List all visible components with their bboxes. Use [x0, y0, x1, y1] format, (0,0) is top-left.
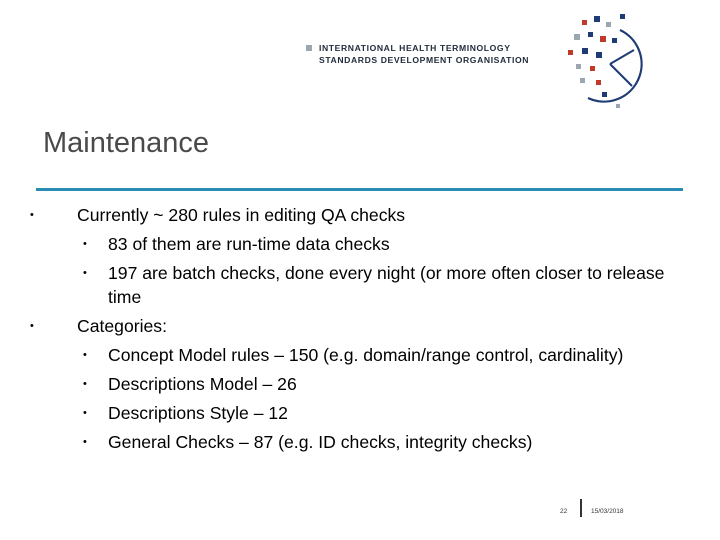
sub-bullet-text: Descriptions Style – 12: [108, 403, 288, 423]
org-name-line1: INTERNATIONAL HEALTH TERMINOLOGY: [319, 43, 511, 53]
bullet-list: [30, 203, 690, 454]
sub-bullet-item: [30, 343, 690, 367]
bullet-text: Categories:: [77, 316, 167, 336]
org-name: [306, 42, 529, 66]
sub-bullet-text: 83 of them are run-time data checks: [108, 234, 390, 254]
bullet-text: Currently ~ 280 rules in editing QA checks: [77, 205, 406, 225]
sub-bullet-text: 197 are batch checks, done every night (or more often closer to release time: [108, 263, 665, 307]
page-number: 22: [560, 508, 568, 515]
sub-bullet-item: [30, 232, 690, 256]
bullet-icon: •: [30, 320, 34, 332]
org-name-line2: STANDARDS DEVELOPMENT ORGANISATION: [319, 55, 530, 65]
bullet-icon: •: [83, 349, 87, 361]
org-marker-icon: [306, 45, 312, 51]
bullet-icon: •: [30, 209, 34, 221]
bullet-icon: •: [83, 378, 87, 390]
footer-divider: [580, 499, 582, 517]
bullet-icon: •: [83, 436, 87, 448]
sub-bullet-text: Descriptions Model – 26: [108, 374, 297, 394]
sub-bullet-item: [30, 401, 690, 425]
sub-bullet-item: [30, 430, 690, 454]
bullet-item: [30, 203, 690, 227]
sub-bullet-text: General Checks – 87 (e.g. ID checks, integrity checks): [108, 432, 533, 452]
sub-bullet-item: [30, 372, 690, 396]
slide-title: Maintenance: [43, 127, 210, 159]
title-divider: [36, 188, 683, 191]
bullet-icon: •: [83, 407, 87, 419]
bullet-icon: •: [83, 267, 87, 279]
sub-bullet-text: Concept Model rules – 150 (e.g. domain/range control, cardinality): [108, 345, 624, 365]
bullet-icon: •: [83, 238, 87, 250]
ihtsdo-logo-icon: [560, 12, 670, 122]
sub-bullet-item: [30, 261, 690, 309]
bullet-item: [30, 314, 690, 338]
slide-date: 15/03/2018: [591, 508, 624, 515]
